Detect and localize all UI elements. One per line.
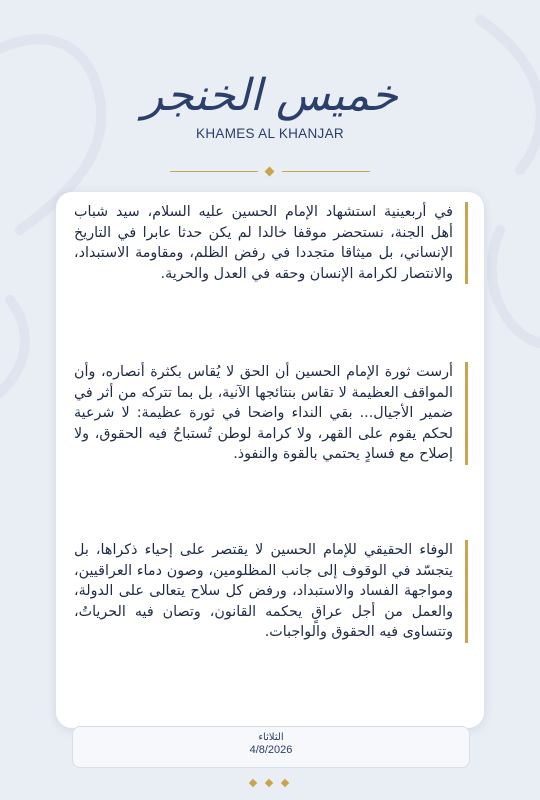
diamond-icon xyxy=(249,779,257,787)
statement-paragraph-3: الوفاء الحقيقي للإمام الحسين لا يقتصر على إحياء ذكراها، بل يتجسّد في الوقوف إلى جانب المظلومين، وصون دماء العراقيين، ومواجهة الفساد والاستبداد، ورفض كل سلاح يتعالى على الدولة، والعمل من أجل عراقٍ يحكمه القانون، وتصان فيه الحرياتُ، وتتساوى فيه الحقوق والواجبات. xyxy=(74,540,468,643)
statement-paragraph-1: في أربعينية استشهاد الإمام الحسين عليه السلام، سيد شباب أهل الجنة، نستحضر موقفا خالدا لم يكن حدثا عابرا في التاريخ الإنساني، بل ميثاقا متجددا في رفض الظلم، ومقاومة الاستبداد، والانتصار لكرامة الإنسان وحقه في العدل والحرية. xyxy=(74,202,468,284)
date-footer xyxy=(72,726,470,768)
decorative-dots xyxy=(248,778,292,788)
logo-arabic-wordmark: خميس الخنجر xyxy=(142,70,398,121)
logo-latin-wordmark: KHAMES AL KHANJAR xyxy=(196,126,344,141)
gold-divider xyxy=(170,166,370,178)
footer-date: 4/8/2026 xyxy=(249,744,293,756)
diamond-icon xyxy=(281,779,289,787)
diamond-icon xyxy=(265,779,273,787)
statement-paragraph-2: أرست ثورة الإمام الحسين أن الحق لا يُقاس بكثرة أنصاره، وأن المواقف العظيمة لا تقاس بنتائجها الآنية، بل بما تتركه من أثر في ضمير الأجيال... بقي النداء واضحا في ثورة عظيمة: لا شرعية لحكم يقوم على القهر، ولا كرامة لوطن تُستباحُ فيه الحقوق، ولا إصلاح مع فسادٍ يحتمي بالقوة والنفوذ. xyxy=(74,362,468,465)
footer-day: الثلاثاء xyxy=(258,732,284,743)
diamond-icon xyxy=(265,167,275,177)
brand-logo xyxy=(0,68,540,150)
statement-card xyxy=(56,192,484,728)
